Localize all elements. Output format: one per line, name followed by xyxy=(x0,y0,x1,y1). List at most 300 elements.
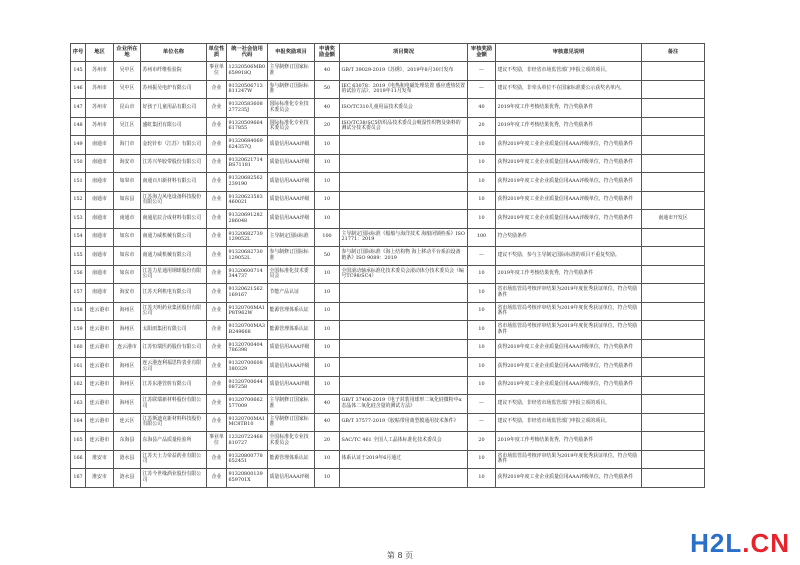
table-cell: 167 xyxy=(71,469,86,488)
table-cell: 企业 xyxy=(207,117,227,136)
table-cell xyxy=(642,302,705,321)
table-cell: 建议不奖励，非经省市场监管部门申报立项的项目。 xyxy=(496,413,642,432)
table-cell: 10 xyxy=(315,136,340,155)
table-cell: 10 xyxy=(468,136,496,155)
table-cell: 获得2019年度工业企业质量信用AAA评级单位，符合奖励条件 xyxy=(496,376,642,395)
table-cell xyxy=(340,302,468,321)
table-row xyxy=(71,62,705,81)
table-cell: 10 xyxy=(315,191,340,210)
table-cell: 主导制定国际标准 xyxy=(268,228,315,247)
col-header: 审核意见说明 xyxy=(496,44,642,62)
table-cell xyxy=(340,154,468,173)
table-cell: 10 xyxy=(315,376,340,395)
table-cell: 企业 xyxy=(207,284,227,303)
table-row xyxy=(71,228,705,247)
table-cell: 质量信用AAA评级 xyxy=(268,210,315,229)
table-cell: GB/T 37406-2019《电子封装用球形二氧化硅微粉中α态晶体二氧化硅含量的测试方法》 xyxy=(340,395,468,414)
table-cell: 企业 xyxy=(207,173,227,192)
table-cell: 10 xyxy=(468,210,496,229)
table-cell: 91320684069624357Q xyxy=(227,136,268,155)
table-cell: 163 xyxy=(71,395,86,414)
table-cell: 40 xyxy=(468,99,496,118)
table-cell: 连云港市 xyxy=(86,321,114,340)
table-cell: 江苏海力风电设备科技股份有限公司 xyxy=(141,191,207,210)
table-cell: 省市场监管局考核评审结果为2019年度优秀获证单位，符合奖励条件 xyxy=(496,450,642,469)
table-cell: 10 xyxy=(315,339,340,358)
table-cell: 152 xyxy=(71,191,86,210)
table-cell: 10 xyxy=(315,321,340,340)
table-cell: 金轮针布（江苏）有限公司 xyxy=(141,136,207,155)
table-cell xyxy=(340,321,468,340)
table-cell xyxy=(642,339,705,358)
table-cell: 省市场监管局考核评审结果为2019年度优秀获证单位，符合奖励条件 xyxy=(496,321,642,340)
table-cell: 企业 xyxy=(207,469,227,488)
table-cell: GB/T 37577-2019《胶粘带用离型膜通用技术条件》 xyxy=(340,413,468,432)
table-cell: 苏州振吴电炉有限公司 xyxy=(141,80,207,99)
table-cell: 40 xyxy=(315,413,340,432)
table-cell: 企业 xyxy=(207,265,227,284)
table-cell: 海门市 xyxy=(114,136,141,155)
table-cell xyxy=(340,339,468,358)
table-cell: 10 xyxy=(468,376,496,395)
table-cell: 91320621714BS71181 xyxy=(227,154,268,173)
table-cell: 体系认证于2019年6月通过 xyxy=(340,450,468,469)
table-cell: 质量信用AAA评级 xyxy=(268,173,315,192)
table-cell: 江苏力星通用钢球股份有限公司 xyxy=(141,265,207,284)
col-header: 备注 xyxy=(642,44,705,62)
table-cell: 连云港市 xyxy=(114,339,141,358)
table-cell: 91320700644087258 xyxy=(227,376,268,395)
table-cell: 159 xyxy=(71,321,86,340)
table-cell: 质量信用AAA评级 xyxy=(268,358,315,377)
table-cell xyxy=(642,469,705,488)
table-cell xyxy=(642,265,705,284)
table-row xyxy=(71,358,705,377)
table-cell: 连云港市 xyxy=(86,358,114,377)
table-cell: 企业 xyxy=(207,191,227,210)
table-cell: 苏州市 xyxy=(86,80,114,99)
table-cell: 质量信用AAA评级 xyxy=(268,136,315,155)
table-cell: 江苏东港管桩有限公司 xyxy=(141,376,207,395)
table-cell: 参与制修订国际标准 xyxy=(268,247,315,266)
table-cell: 2019年度工作考核结果优秀，符合奖励条件 xyxy=(496,117,642,136)
table-cell: 91320700404786398 xyxy=(227,339,268,358)
table-cell: 海州区 xyxy=(114,321,141,340)
table-cell: 全国滚动轴承标准化技术委员会滚动体分技术委员会（编号TC98/SC4） xyxy=(340,265,468,284)
table-cell: 江苏天士力帝益药业有限公司 xyxy=(141,450,207,469)
table-cell: 10 xyxy=(315,469,340,488)
table-cell: 海州区 xyxy=(114,395,141,414)
table-cell: 91320623583460021 xyxy=(227,191,268,210)
table-cell xyxy=(340,284,468,303)
table-cell: 连云港市 xyxy=(86,395,114,414)
table-cell xyxy=(642,432,705,451)
table-cell: 156 xyxy=(71,265,86,284)
watermark-part2: .CN xyxy=(742,528,790,558)
table-cell: 147 xyxy=(71,99,86,118)
table-cell: 91320506713811247W xyxy=(227,80,268,99)
table-cell: 南通星辰合成材料有限公司 xyxy=(141,210,207,229)
table-row xyxy=(71,395,705,414)
table-cell: 质量信用AAA评级 xyxy=(268,339,315,358)
table-cell: 获得2019年度工业企业质量信用AAA评级单位，符合奖励条件 xyxy=(496,469,642,488)
table-cell: 南通力威机械有限公司 xyxy=(141,247,207,266)
table-cell: 南通市开发区 xyxy=(642,210,705,229)
table-cell: 海安市 xyxy=(114,284,141,303)
table-cell: 海安市 xyxy=(114,154,141,173)
table-row xyxy=(71,99,705,118)
table-cell xyxy=(642,247,705,266)
table-cell: 10 xyxy=(468,191,496,210)
table-cell: 南通市 xyxy=(86,284,114,303)
table-cell: 如皋市 xyxy=(114,173,141,192)
table-cell: 连云港市 xyxy=(86,339,114,358)
table-cell: 12320722468810727 xyxy=(227,432,268,451)
table-cell: 91320800778652451 xyxy=(227,450,268,469)
table-cell: 154 xyxy=(71,228,86,247)
table-cell: 参与制修订国际标准 xyxy=(268,80,315,99)
table-cell: 参与制订国际标准《海上结构物 海上移动平台系泊设备 链条》ISO 9089：2019 xyxy=(340,247,468,266)
table-cell: 节能产品认证 xyxy=(268,284,315,303)
col-header: 序号 xyxy=(71,44,86,62)
table-cell: 连云区 xyxy=(114,413,141,432)
table-cell: 如东市 xyxy=(114,228,141,247)
table-cell: 10 xyxy=(315,450,340,469)
table-cell: 100 xyxy=(315,228,340,247)
table-cell: 南通百川新材料有限公司 xyxy=(141,173,207,192)
table-cell: 91320621562169167 xyxy=(227,284,268,303)
table-cell: 91320700662577009 xyxy=(227,395,268,414)
table-row xyxy=(71,339,705,358)
table-cell: 东海县产品质量检验所 xyxy=(141,432,207,451)
table-cell: 江苏今世缘酒业股份有限公司 xyxy=(141,469,207,488)
table-row xyxy=(71,321,705,340)
table-cell: 50 xyxy=(315,247,340,266)
table-cell: 148 xyxy=(71,117,86,136)
table-row xyxy=(71,302,705,321)
table-cell xyxy=(642,376,705,395)
table-cell: 江苏恒瑞医药股份有限公司 xyxy=(141,339,207,358)
table-cell: 如东市 xyxy=(114,247,141,266)
table-cell: 海州区 xyxy=(114,376,141,395)
table-cell: 南通市 xyxy=(86,265,114,284)
table-cell: 省市场监管局考核评审结果为2019年度优秀获证单位，符合奖励条件 xyxy=(496,284,642,303)
table-row xyxy=(71,191,705,210)
table-cell: — xyxy=(468,247,496,266)
table-cell: 企业 xyxy=(207,339,227,358)
table-cell: 如东县 xyxy=(114,191,141,210)
table-cell: 10 xyxy=(468,302,496,321)
table-cell xyxy=(642,358,705,377)
table-cell: 10 xyxy=(315,173,340,192)
table-cell: 10 xyxy=(315,154,340,173)
col-header: 申报奖励项目 xyxy=(268,44,315,62)
col-header: 单位性质 xyxy=(207,44,227,62)
table-cell: 连云港市 xyxy=(86,432,114,451)
table-row xyxy=(71,173,705,192)
table-cell: 91320583608277235J xyxy=(227,99,268,118)
table-cell: 东海县 xyxy=(114,432,141,451)
table-cell: 企业 xyxy=(207,136,227,155)
table-cell xyxy=(642,80,705,99)
table-cell xyxy=(642,117,705,136)
table-cell: 江苏天利机电有限公司 xyxy=(141,284,207,303)
table-cell xyxy=(642,284,705,303)
table-cell: 10 xyxy=(468,154,496,173)
table-cell: 100 xyxy=(468,228,496,247)
table-cell: 获得2019年度工业企业质量信用AAA评级单位，符合奖励条件 xyxy=(496,154,642,173)
table-cell: 南通力威机械有限公司 xyxy=(141,228,207,247)
table-row xyxy=(71,247,705,266)
table-row xyxy=(71,469,705,488)
table-cell: 南通市 xyxy=(86,154,114,173)
table-cell: 40 xyxy=(315,62,340,81)
table-cell: 淮安市 xyxy=(86,469,114,488)
table-cell: 企业 xyxy=(207,450,227,469)
table-cell: 155 xyxy=(71,247,86,266)
table-cell: 146 xyxy=(71,80,86,99)
table-cell: 主导制修订国家标准 xyxy=(268,395,315,414)
table-cell: 20 xyxy=(315,432,340,451)
table-cell: 主导制修订国家标准 xyxy=(268,413,315,432)
table-cell: 20 xyxy=(468,432,496,451)
table-cell: 主导制定国际标准《船舶与海洋技术 海船闭锁栓系》ISO 21771：2019 xyxy=(340,228,468,247)
table-cell: 涟水县 xyxy=(114,469,141,488)
table-cell xyxy=(642,228,705,247)
table-cell: 10 xyxy=(468,265,496,284)
table-cell: 企业 xyxy=(207,228,227,247)
table-cell: 吴中区 xyxy=(114,80,141,99)
table-row xyxy=(71,432,705,451)
table-cell xyxy=(340,191,468,210)
table-cell: 质量信用AAA评级 xyxy=(268,376,315,395)
table-cell: 91320800139659701X xyxy=(227,469,268,488)
table-cell: 91320700608380329 xyxy=(227,358,268,377)
table-cell: 江苏斯迪克新材料科技股份有限公司 xyxy=(141,413,207,432)
table-cell xyxy=(340,358,468,377)
table-cell: 获得2019年度工业企业质量信用AAA评级单位，符合奖励条件 xyxy=(496,339,642,358)
table-cell: 连云港市 xyxy=(86,413,114,432)
table-cell: 166 xyxy=(71,450,86,469)
table-cell: 南通市 xyxy=(114,210,141,229)
table-cell xyxy=(642,413,705,432)
table-cell: 建议不奖励，非经省市场监管部门申报立项的项目。 xyxy=(496,395,642,414)
table-cell: 91320600714344737 xyxy=(227,265,268,284)
table-cell: — xyxy=(468,62,496,81)
table-cell: 建议不奖励，非经省市场监管部门申报立项的项目。 xyxy=(496,62,642,81)
table-cell: 江苏天明药业集团股份有限公司 xyxy=(141,302,207,321)
table-cell: 153 xyxy=(71,210,86,229)
table-cell xyxy=(340,210,468,229)
table-cell: 苏州市纤维检验院 xyxy=(141,62,207,81)
table-cell: 如东市 xyxy=(114,265,141,284)
table-cell: 海州区 xyxy=(114,358,141,377)
table-cell: 10 xyxy=(468,469,496,488)
table-cell: 157 xyxy=(71,284,86,303)
table-cell: 省市场监管局考核评审结果为2019年度优秀获证单位，符合奖励条件 xyxy=(496,302,642,321)
col-header: 统一社会信用代码 xyxy=(227,44,268,62)
table-cell xyxy=(642,321,705,340)
table-cell: 苏州市 xyxy=(86,99,114,118)
table-cell: 获得2019年度工业企业质量信用AAA评级单位，符合奖励条件 xyxy=(496,358,642,377)
table-cell: 获得2019年度工业企业质量信用AAA评级单位，符合奖励条件 xyxy=(496,136,642,155)
table-cell: 主导制修订国家标准 xyxy=(268,62,315,81)
table-cell xyxy=(642,62,705,81)
table-cell: ISO/TC38/SC5纺织品技术委员会吸湿性织物及染料的测试分技术委员会 xyxy=(340,117,468,136)
table-cell: 91320682562239190 xyxy=(227,173,268,192)
table-cell: 连云港连利福思特表业有限公司 xyxy=(141,358,207,377)
table-cell: 10 xyxy=(468,321,496,340)
table-row xyxy=(71,136,705,155)
table-cell: 海州区 xyxy=(114,302,141,321)
table-row xyxy=(71,210,705,229)
table-cell: 40 xyxy=(315,99,340,118)
table-cell: 160 xyxy=(71,339,86,358)
table-cell xyxy=(642,395,705,414)
table-cell: 企业 xyxy=(207,395,227,414)
table-cell: GB/T 39029-2019《苏绣》，2019年8月30日发布 xyxy=(340,62,468,81)
table-row xyxy=(71,450,705,469)
table-cell: 50 xyxy=(315,80,340,99)
site-watermark-logo xyxy=(690,528,790,559)
table-cell: 91320509664617855 xyxy=(227,117,268,136)
col-header: 地区 xyxy=(86,44,114,62)
table-cell: 质量信用AAA评级 xyxy=(268,154,315,173)
table-cell: 江苏联瑞新材料股份有限公司 xyxy=(141,395,207,414)
award-table xyxy=(70,43,705,488)
header-row xyxy=(71,44,705,62)
table-cell: 企业 xyxy=(207,376,227,395)
table-cell: 企业 xyxy=(207,99,227,118)
table-cell: 10 xyxy=(315,265,340,284)
table-cell: 10 xyxy=(468,173,496,192)
table-cell: 161 xyxy=(71,358,86,377)
table-cell: 事业单位 xyxy=(207,62,227,81)
table-row xyxy=(71,265,705,284)
table-cell: IEC 63078：2019《电热和电磁处理装置 感应透热装置的试验方法》，2019年11月发布 xyxy=(340,80,468,99)
table-cell: 南通市 xyxy=(86,228,114,247)
table-cell xyxy=(642,191,705,210)
col-header: 申请奖励金额 xyxy=(315,44,340,62)
table-cell: 企业 xyxy=(207,413,227,432)
table-cell xyxy=(642,136,705,155)
table-cell: 企业 xyxy=(207,80,227,99)
table-cell xyxy=(642,154,705,173)
table-cell: 淮安市 xyxy=(86,450,114,469)
table-cell: — xyxy=(468,395,496,414)
table-cell: 10 xyxy=(315,302,340,321)
table-row xyxy=(71,80,705,99)
table-body xyxy=(71,62,705,488)
table-row xyxy=(71,284,705,303)
table-cell: 12320506MB0659918Q xyxy=(227,62,268,81)
table-cell: 苏州市 xyxy=(86,62,114,81)
table-cell: 符合奖励条件 xyxy=(496,228,642,247)
table-cell: 质量信用AAA评级 xyxy=(268,191,315,210)
table-cell: 91320691282286048 xyxy=(227,210,268,229)
col-header: 项目简况 xyxy=(340,44,468,62)
table-cell: 全国标准化专业技术委员会 xyxy=(268,432,315,451)
table-cell: 南通市 xyxy=(86,247,114,266)
table-cell: 2019年度工作考核结果优秀，符合奖励条件 xyxy=(496,265,642,284)
table-cell: 151 xyxy=(71,173,86,192)
table-cell: 10 xyxy=(468,358,496,377)
table-row xyxy=(71,117,705,136)
table-cell xyxy=(340,136,468,155)
table-cell: 获得2019年度工业企业质量信用AAA评级单位，符合奖励条件 xyxy=(496,210,642,229)
table-cell: 企业 xyxy=(207,247,227,266)
table-cell: 苏州市 xyxy=(86,117,114,136)
table-cell: 165 xyxy=(71,432,86,451)
table-cell: 能源管理体系认证 xyxy=(268,450,315,469)
table-cell xyxy=(340,173,468,192)
table-cell: 2019年度工作考核结果优秀，符合奖励条件 xyxy=(496,99,642,118)
table-cell xyxy=(340,469,468,488)
table-cell: — xyxy=(468,80,496,99)
table-cell: 20 xyxy=(468,117,496,136)
table-cell: 150 xyxy=(71,154,86,173)
table-cell: 能源管理体系认证 xyxy=(268,321,315,340)
table-cell: 南通市 xyxy=(86,173,114,192)
table-cell: 江苏兴华胶带股份有限公司 xyxy=(141,154,207,173)
table-cell: 获得2019年度工业企业质量信用AAA评级单位，符合奖励条件 xyxy=(496,173,642,192)
table-cell: 获得2019年度工业企业质量信用AAA评级单位，符合奖励条件 xyxy=(496,191,642,210)
table-cell: 昆山市 xyxy=(114,99,141,118)
table-cell: 吴中区 xyxy=(114,62,141,81)
table-cell: 企业 xyxy=(207,302,227,321)
col-header: 企业所在地 xyxy=(114,44,141,62)
table-cell: 企业 xyxy=(207,210,227,229)
table-cell: 91320682730129052L xyxy=(227,247,268,266)
table-cell: 40 xyxy=(315,395,340,414)
table-cell: 连云港市 xyxy=(86,376,114,395)
page-number: 第 8 页 xyxy=(386,551,414,560)
table-row xyxy=(71,413,705,432)
table-cell: 91320700MA3B249668 xyxy=(227,321,268,340)
table-cell xyxy=(642,99,705,118)
table-cell: 南通市 xyxy=(86,210,114,229)
table-cell: 10 xyxy=(315,284,340,303)
table-cell: 建议不奖励，参与主导制定国际标准的项目不重复奖励。 xyxy=(496,247,642,266)
table-cell: 10 xyxy=(468,450,496,469)
table-cell xyxy=(642,450,705,469)
col-header: 单位名称 xyxy=(141,44,207,62)
table-cell: 好孩子儿童用品有限公司 xyxy=(141,99,207,118)
table-cell: 2019年度工作考核结果优秀，符合奖励条件 xyxy=(496,432,642,451)
table-cell: 涟水县 xyxy=(114,450,141,469)
table-cell: 149 xyxy=(71,136,86,155)
table-cell xyxy=(642,173,705,192)
table-cell: 10 xyxy=(468,284,496,303)
table-cell: 91320700MA1P8T962W xyxy=(227,302,268,321)
table-cell: 10 xyxy=(468,339,496,358)
col-header: 审核奖励金额 xyxy=(468,44,496,62)
table-cell: 太阳雨集团有限公司 xyxy=(141,321,207,340)
table-row xyxy=(71,376,705,395)
table-cell: 企业 xyxy=(207,358,227,377)
table-cell: 全国标准化技术委员会 xyxy=(268,265,315,284)
table-cell: 南通市 xyxy=(86,191,114,210)
table-cell: 连云港市 xyxy=(86,302,114,321)
table-cell: 91320682730129052L xyxy=(227,228,268,247)
table-cell: 吴江区 xyxy=(114,117,141,136)
table-cell: 南通市 xyxy=(86,136,114,155)
table-cell: 建议不奖励，非牵头单位不在国家标准委公示获奖名单内。 xyxy=(496,80,642,99)
table-cell: 企业 xyxy=(207,321,227,340)
table-cell: 企业 xyxy=(207,154,227,173)
table-cell: 国际标准化专业技术委员会 xyxy=(268,117,315,136)
table-cell: 145 xyxy=(71,62,86,81)
